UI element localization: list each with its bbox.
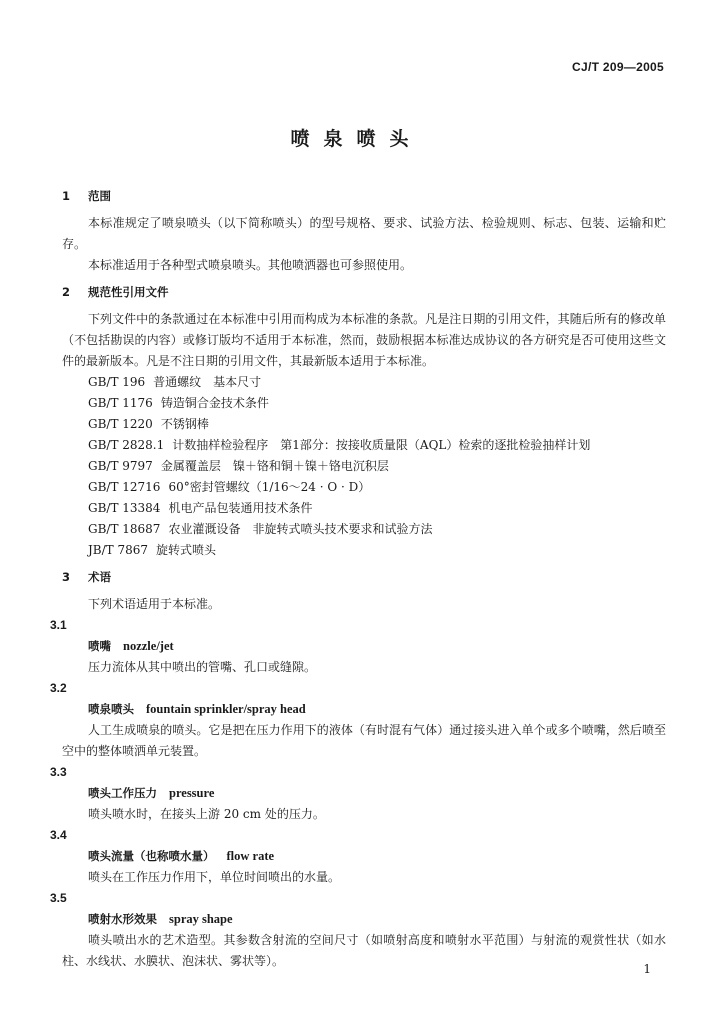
paragraph: 下列术语适用于本标准。 <box>88 597 221 611</box>
section-heading <box>62 186 666 207</box>
term-number: 3.2 <box>50 681 67 695</box>
section-title: 规范性引用文件 <box>88 285 169 299</box>
reference-name: 金属覆盖层 镍＋铬和铜＋镍＋铬电沉积层 <box>160 459 389 473</box>
reference-code: GB/T 18687 <box>88 522 161 536</box>
reference-name: 旋转式喷头 <box>156 543 217 557</box>
term-definition: 喷头在工作压力作用下，单位时间喷出的水量。 <box>88 870 341 884</box>
reference-item <box>62 393 666 414</box>
paragraph: 本标准规定了喷泉喷头（以下简称喷头）的型号规格、要求、试验方法、检验规则、标志、包装、运输和贮存。 <box>62 216 666 251</box>
term-cn: 喷泉喷头 <box>88 702 134 716</box>
reference-item <box>62 456 666 477</box>
section-number: 2 <box>62 285 71 299</box>
reference-item <box>62 498 666 519</box>
term-number: 3.1 <box>50 618 67 632</box>
term-heading <box>62 699 666 720</box>
term-definition: 人工生成喷泉的喷头。它是把在压力作用下的液体（有时混有气体）通过接头进入单个或多个喷嘴，然后喷至空中的整体喷洒单元装置。 <box>62 723 666 758</box>
term-cn: 喷头工作压力 <box>88 786 157 800</box>
page-number: 1 <box>643 962 651 976</box>
reference-item <box>62 477 666 498</box>
term-en: nozzle/jet <box>123 639 174 653</box>
reference-item <box>62 435 666 456</box>
section-heading <box>62 567 666 588</box>
section-number: 1 <box>62 189 71 203</box>
term-number: 3.5 <box>50 891 67 905</box>
term-definition: 压力流体从其中喷出的管嘴、孔口或缝隙。 <box>88 660 317 674</box>
reference-name: 铸造铜合金技术条件 <box>160 396 269 410</box>
reference-code: GB/T 196 <box>88 375 146 389</box>
reference-item <box>62 414 666 435</box>
term-number: 3.3 <box>50 765 67 779</box>
section-number: 3 <box>62 570 71 584</box>
reference-code: GB/T 9797 <box>88 459 153 473</box>
reference-code: GB/T 13384 <box>88 501 161 515</box>
term-heading <box>62 636 666 657</box>
term-number: 3.4 <box>50 828 67 842</box>
paragraph: 下列文件中的条款通过在本标准中引用而构成为本标准的条款。凡是注日期的引用文件，其随后所有的修改单（不包括勘误的内容）或修订版均不适用于本标准，然而，鼓励根据本标准达成协议的各方研究是否可使用这些文件的最新版本。凡是不注日期的引用文件，其最新版本适用于本标准。 <box>62 312 666 368</box>
standard-number: CJ/T 209—2005 <box>572 60 664 74</box>
reference-name: 农业灌溉设备 非旋转式喷头技术要求和试验方法 <box>168 522 433 536</box>
reference-code: JB/T 7867 <box>88 543 149 557</box>
term-definition: 喷头喷水时，在接头上游 20 cm 处的压力。 <box>88 807 325 821</box>
term-en: pressure <box>169 786 215 800</box>
term-cn: 喷嘴 <box>88 639 111 653</box>
reference-name: 普通螺纹 基本尺寸 <box>153 375 262 389</box>
reference-name: 60°密封管螺纹（1/16～24 · O · D） <box>168 480 371 494</box>
term-en: spray shape <box>169 912 233 926</box>
term-heading <box>62 909 666 930</box>
reference-name: 计数抽样检验程序 第1部分：按接收质量限（AQL）检索的逐批检验抽样计划 <box>172 438 591 452</box>
reference-code: GB/T 1176 <box>88 396 153 410</box>
section-title: 术语 <box>88 570 111 584</box>
reference-name: 机电产品包装通用技术条件 <box>168 501 313 515</box>
term-heading <box>62 846 666 867</box>
document-title: 喷泉喷头 <box>290 128 423 150</box>
reference-code: GB/T 1220 <box>88 417 153 431</box>
term-definition: 喷头喷出水的艺术造型。其参数含射流的空间尺寸（如喷射高度和喷射水平范围）与射流的观赏性状（如水柱、水线状、水膜状、泡沫状、雾状等）。 <box>62 933 666 968</box>
paragraph: 本标准适用于各种型式喷泉喷头。其他喷洒器也可参照使用。 <box>88 258 413 272</box>
reference-item <box>62 519 666 540</box>
reference-item <box>62 372 666 393</box>
section-heading <box>62 282 666 303</box>
reference-code: GB/T 2828.1 <box>88 438 165 452</box>
reference-code: GB/T 12716 <box>88 480 161 494</box>
term-en: flow rate <box>226 849 275 863</box>
reference-name: 不锈钢棒 <box>160 417 209 431</box>
term-cn: 喷头流量（也称喷水量） <box>88 849 215 863</box>
term-heading <box>62 783 666 804</box>
term-en: fountain sprinkler/spray head <box>146 702 306 716</box>
reference-item <box>62 540 666 561</box>
term-cn: 喷射水形效果 <box>88 912 157 926</box>
section-title: 范围 <box>88 189 111 203</box>
document-body <box>50 186 666 972</box>
